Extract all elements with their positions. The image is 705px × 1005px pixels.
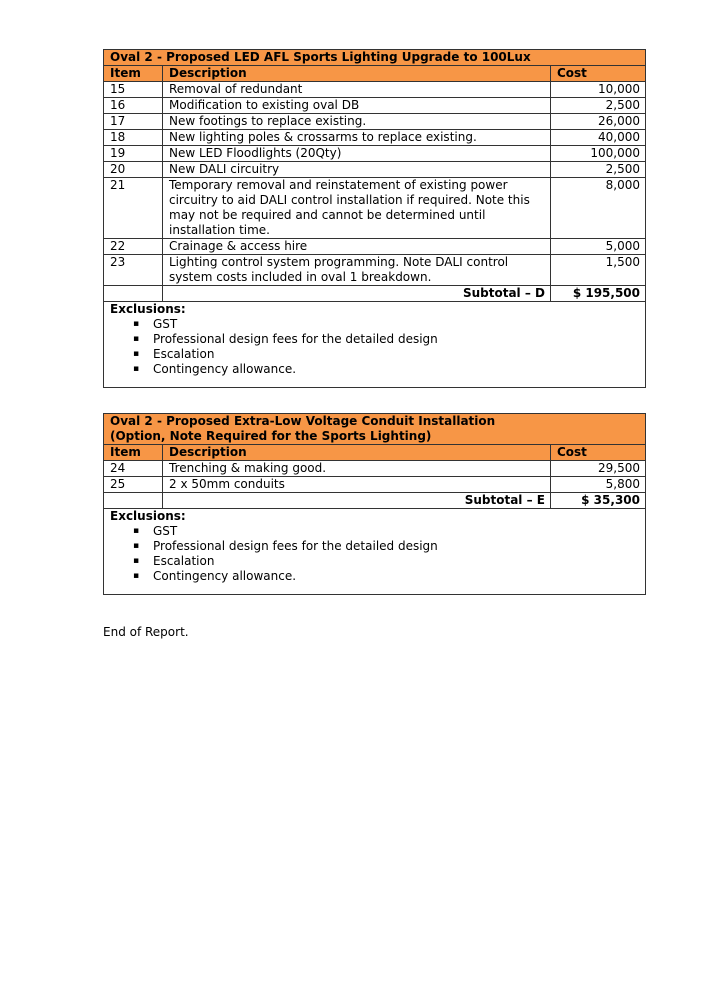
header-description: Description [163,66,551,82]
row-description: 2 x 50mm conduits [163,477,551,493]
bullet-icon: ▪ [133,334,140,344]
table-subtitle: (Option, Note Required for the Sports Lighting) [110,429,432,443]
subtotal-value: $ 195,500 [550,286,645,302]
table-row [104,98,646,114]
row-description: Temporary removal and reinstatement of existing power circuitry to aid DALI control installation if required. Note this may not be required and cannot be determined until installation time. [163,178,551,239]
table-row [104,114,646,130]
table-title-row [104,414,646,445]
row-item: 25 [104,477,163,493]
row-item: 16 [104,98,163,114]
exclusions-row [104,302,646,388]
bullet-icon: ▪ [133,319,140,329]
row-cost: 100,000 [550,146,645,162]
row-item: 24 [104,461,163,477]
exclusion-text: Professional design fees for the detailed design [153,332,438,346]
row-item: 17 [104,114,163,130]
row-item: 15 [104,82,163,98]
exclusions-list [110,317,640,377]
exclusion-item [110,317,640,332]
table-row [104,461,646,477]
row-cost: 2,500 [550,98,645,114]
bullet-icon: ▪ [133,541,140,551]
cost-table-e [103,413,646,595]
header-item: Item [104,445,163,461]
exclusion-text: Professional design fees for the detailed design [153,539,438,553]
table-body [104,461,646,493]
header-cost: Cost [550,445,645,461]
exclusion-item [110,569,640,584]
exclusion-text: Contingency allowance. [153,569,297,583]
table-title: Oval 2 - Proposed LED AFL Sports Lighting Upgrade to 100Lux [104,50,646,66]
table-row [104,162,646,178]
table-title-row [104,50,646,66]
row-description: New DALI circuitry [163,162,551,178]
header-description: Description [163,445,551,461]
row-cost: 29,500 [550,461,645,477]
bullet-icon: ▪ [133,349,140,359]
subtotal-label: Subtotal – D [163,286,551,302]
row-item: 23 [104,255,163,286]
exclusion-text: Escalation [153,347,215,361]
row-description: New lighting poles & crossarms to replace existing. [163,130,551,146]
row-description: Crainage & access hire [163,239,551,255]
row-description: Modification to existing oval DB [163,98,551,114]
end-of-report: End of Report. [103,625,189,639]
row-item: 20 [104,162,163,178]
exclusion-text: Contingency allowance. [153,362,297,376]
exclusion-text: Escalation [153,554,215,568]
exclusion-item [110,362,640,377]
exclusion-item [110,524,640,539]
header-item: Item [104,66,163,82]
exclusions-list [110,524,640,584]
row-cost: 2,500 [550,162,645,178]
bullet-icon: ▪ [133,526,140,536]
table-title: Oval 2 - Proposed Extra-Low Voltage Conduit Installation [110,414,496,428]
row-description: Removal of redundant [163,82,551,98]
exclusions-label: Exclusions: [110,302,186,316]
row-item: 18 [104,130,163,146]
table-row [104,82,646,98]
table-row [104,146,646,162]
table-row [104,239,646,255]
exclusion-item [110,347,640,362]
exclusion-item [110,539,640,554]
table-row [104,178,646,239]
row-cost: 26,000 [550,114,645,130]
row-item: 19 [104,146,163,162]
exclusion-item [110,332,640,347]
subtotal-row [104,286,646,302]
row-description: New footings to replace existing. [163,114,551,130]
row-cost: 10,000 [550,82,645,98]
exclusions-row [104,509,646,595]
subtotal-value: $ 35,300 [550,493,645,509]
bullet-icon: ▪ [133,364,140,374]
table-header-row [104,66,646,82]
table-row [104,255,646,286]
table-row [104,130,646,146]
subtotal-row [104,493,646,509]
cost-table-d [103,49,646,388]
row-description: New LED Floodlights (20Qty) [163,146,551,162]
row-item: 21 [104,178,163,239]
row-cost: 5,000 [550,239,645,255]
table-body [104,82,646,286]
header-cost: Cost [550,66,645,82]
exclusion-text: GST [153,317,178,331]
exclusion-item [110,554,640,569]
table-header-row [104,445,646,461]
exclusion-text: GST [153,524,178,538]
table-row [104,477,646,493]
exclusions-label: Exclusions: [110,509,186,523]
row-cost: 1,500 [550,255,645,286]
bullet-icon: ▪ [133,556,140,566]
row-description: Lighting control system programming. Note DALI control system costs included in oval 1 breakdown. [163,255,551,286]
subtotal-label: Subtotal – E [163,493,551,509]
row-item: 22 [104,239,163,255]
row-cost: 8,000 [550,178,645,239]
bullet-icon: ▪ [133,571,140,581]
row-cost: 40,000 [550,130,645,146]
row-description: Trenching & making good. [163,461,551,477]
row-cost: 5,800 [550,477,645,493]
